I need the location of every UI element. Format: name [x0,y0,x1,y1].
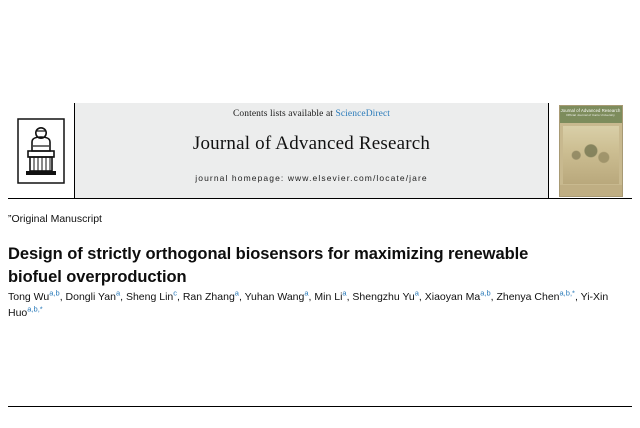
cover-subtitle: Official Journal of Cairo University [566,113,615,118]
author-affiliation-marks[interactable]: a [115,288,121,298]
author-name[interactable]: Yi-Xin Huo [8,291,609,320]
author-separator: , [177,291,183,303]
author-affiliation-marks[interactable]: a,b [480,288,491,298]
author-separator: , [120,291,126,303]
author-separator: , [59,291,66,303]
contents-available-line [233,109,390,119]
author-affiliation-marks[interactable]: a [304,288,309,298]
author-separator: , [308,291,315,303]
journal-masthead [8,103,632,199]
author-name[interactable]: Min Li [314,291,343,303]
seated-scribe-emblem-icon [17,118,65,184]
cover-artwork [559,105,623,197]
author-separator: , [574,291,581,303]
author-separator: , [418,291,425,303]
author-affiliation-marks[interactable]: a,b [49,288,60,298]
journal-logo [8,103,75,199]
author-affiliation-marks[interactable]: a,b,* [559,288,575,298]
author-name[interactable]: Tong Wu [8,291,50,303]
article-title: Design of strictly orthogonal biosensors for maximizing renewable biofuel overproduction [8,245,529,287]
cover-illustration [563,126,619,184]
author-affiliation-marks[interactable]: a [342,288,347,298]
author-name[interactable]: Shengzhu Yu [352,291,415,303]
cover-title: Journal of Advanced Research [560,108,621,113]
author-name[interactable]: Yuhan Wang [244,291,305,303]
author-affiliation-marks[interactable]: a,b,* [27,304,43,314]
sciencedirect-link[interactable]: ScienceDirect [335,109,391,119]
author-separator: , [238,291,245,303]
author-list [8,289,622,322]
cover-title-band [560,106,622,123]
page-bottom-rule [8,406,632,407]
masthead-bottom-rule [8,198,632,199]
author-affiliation-marks[interactable]: a [414,288,419,298]
journal-title-block [75,103,548,199]
author-name[interactable]: Sheng Lin [125,291,174,303]
author-affiliation-marks[interactable]: c [173,288,177,298]
author-name[interactable]: Zhenya Chen [496,291,560,303]
author-name[interactable]: Ran Zhang [182,291,235,303]
journal-homepage[interactable]: journal homepage: www.elsevier.com/locate/jare [195,173,428,183]
author-name[interactable]: Dongli Yan [65,291,116,303]
cover-footer-band [560,185,622,196]
article-type-label: ”Original Manuscript [8,213,102,225]
journal-name: Journal of Advanced Research [192,133,431,154]
contents-prefix: Contents lists available at [232,109,336,119]
journal-cover-thumbnail[interactable] [548,103,632,199]
author-separator: , [346,291,353,303]
author-name[interactable]: Xiaoyan Ma [424,291,481,303]
author-separator: , [490,291,497,303]
author-affiliation-marks[interactable]: a [234,288,239,298]
